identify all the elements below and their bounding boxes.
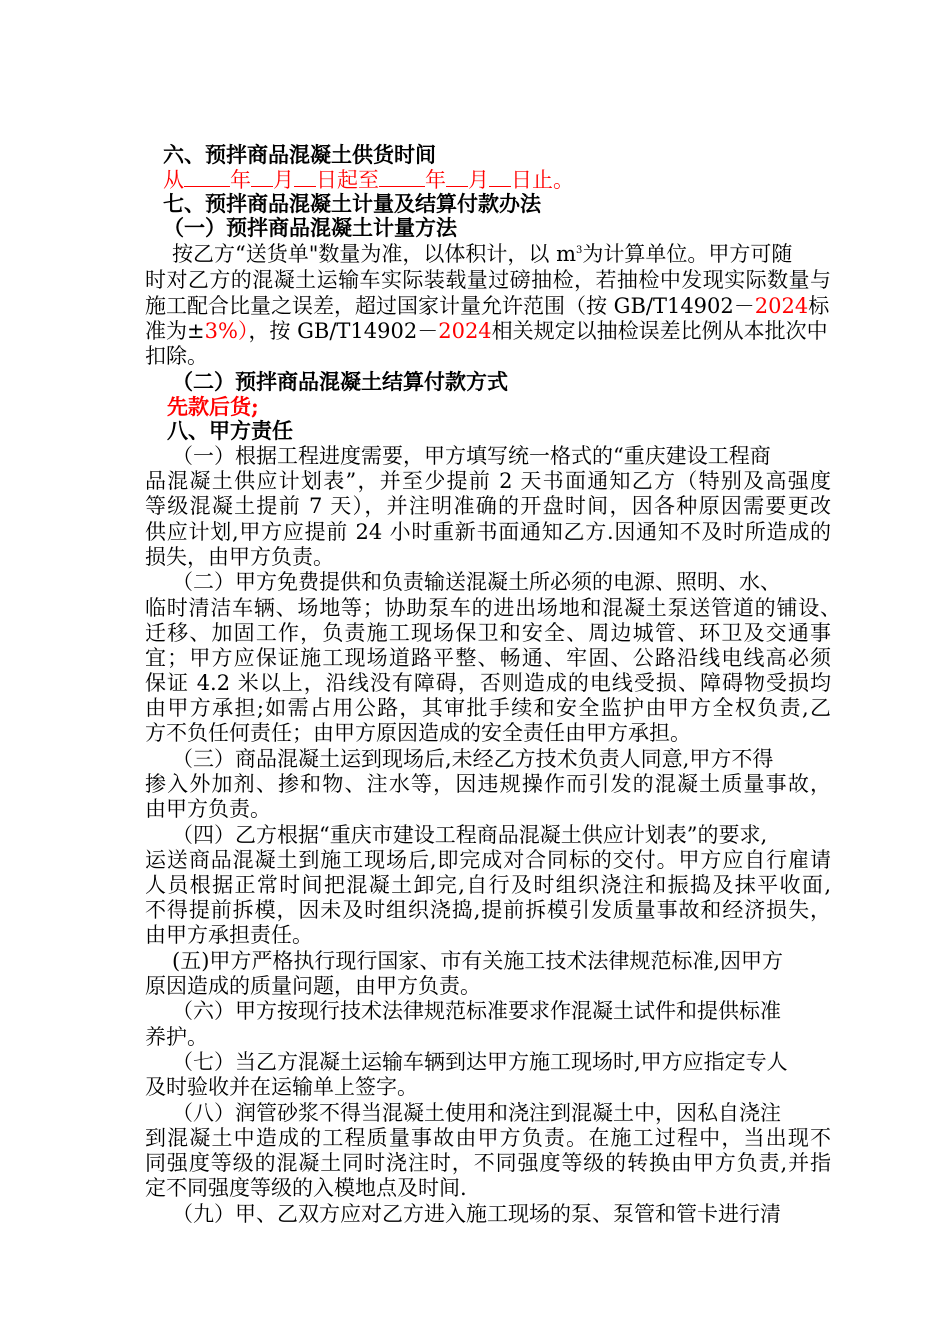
paragraph-8-5-line: 原因造成的质量问题，由甲方负责。 (145, 974, 481, 998)
paragraph-8-1-line: （一）根据工程进度需要，甲方填写统一格式的“重庆建设工程商 (172, 444, 771, 468)
measurement-line-4: 准为±3%），按 GB/T14902－2024相关规定以抽检误差比例从本批次中 (145, 319, 828, 343)
year-blank-1[interactable] (184, 168, 230, 187)
paragraph-8-1-line: 供应计划,甲方应提前 24 小时重新书面通知乙方.因通知不及时所造成的 (145, 520, 831, 544)
paragraph-8-3-line: 掺入外加剂、掺和物、注水等，因违规操作而引发的混凝土质量事故， (145, 772, 831, 796)
paragraph-8-8-line: 到混凝土中造成的工程质量事故由甲方负责。在施工过程中，当出现不 (145, 1126, 831, 1150)
paragraph-8-2-line: 临时清洁车辆、场地等；协助泵车的进出场地和混凝土泵送管道的铺设、 (145, 596, 841, 620)
paragraph-8-3-line: 由甲方负责。 (145, 797, 271, 821)
measurement-line-1: 按乙方“送货单"数量为准，以体积计，以 $m^3$为计算单位。甲方可随 (172, 242, 793, 266)
paragraph-8-2-line: 迁移、加固工作，负责施工现场保卫和安全、周边城管、环卫及交通事 (145, 621, 831, 645)
paragraph-8-5-line: (五)甲方严格执行现行国家、市有关施工技术法律规范标准,因甲方 (172, 949, 784, 973)
measurement-line-3: 施工配合比量之误差，超过国家计量允许范围（按 GB/T14902－2024标 (145, 294, 830, 318)
paragraph-8-1-line: 损失，由甲方负责。 (145, 545, 334, 569)
paragraph-8-6-line: 养护。 (145, 1025, 208, 1049)
paragraph-8-2-line: 保证 4.2 米以上，沿线没有障碍，否则造成的电线受损、障碍物受损均 (145, 671, 831, 695)
paragraph-8-7-line: （七）当乙方混凝土运输车辆到达甲方施工现场时,甲方应指定专人 (172, 1050, 788, 1074)
day-blank-2[interactable] (489, 168, 511, 187)
measurement-line-2: 时对乙方的混凝土运输车实际装载量过磅抽检，若抽检中发现实际数量与 (145, 268, 831, 292)
paragraph-8-6-line: （六）甲方按现行技术法律规范标准要求作混凝土试件和提供标准 (172, 999, 781, 1023)
paragraph-8-4-line: 运送商品混凝土到施工现场后,即完成对合同标的交付。甲方应自行雇请 (145, 848, 831, 872)
month-blank-2[interactable] (446, 168, 468, 187)
subsection-7-1-heading: （一）预拌商品混凝土计量方法 (163, 215, 457, 240)
paragraph-8-8-line: 定不同强度等级的入模地点及时间. (145, 1176, 467, 1200)
year-blank-2[interactable] (379, 168, 425, 187)
subsection-7-2-heading: （二）预拌商品混凝土结算付款方式 (172, 369, 508, 394)
paragraph-8-2-line: 宜；甲方应保证施工现场道路平整、畅通、牢固、公路沿线电线高必须 (145, 646, 831, 670)
paragraph-8-2-line: 方不负任何责任；由甲方原因造成的安全责任由甲方承担。 (145, 721, 691, 745)
section-8-heading: 八、甲方责任 (167, 418, 293, 443)
paragraph-8-3-line: （三）商品混凝土运到现场后,未经乙方技术负责人同意,甲方不得 (172, 747, 774, 771)
payment-method: 先款后货; (167, 394, 259, 419)
section-6-heading: 六、预拌商品混凝土供货时间 (163, 142, 436, 167)
paragraph-8-1-line: 等级混凝土提前 7 天），并注明准确的开盘时间，因各种原因需要更改 (145, 494, 831, 518)
paragraph-8-2-line: 由甲方承担;如需占用公路，其审批手续和安全监护由甲方全权负责,乙 (145, 696, 831, 720)
supply-period-line: 从 年 月 日起至 年 月 日止。 (163, 168, 574, 192)
paragraph-8-4-line: 不得提前拆模，因未及时组织浇捣,提前拆模引发质量事故和经济损失， (145, 898, 831, 922)
paragraph-8-8-line: 同强度等级的混凝土同时浇注时，不同强度等级的转换由甲方负责,并指 (145, 1151, 831, 1175)
measurement-line-5: 扣除。 (145, 344, 208, 368)
paragraph-8-4-line: 由甲方承担责任。 (145, 923, 313, 947)
paragraph-8-1-line: 品混凝土供应计划表”，并至少提前 2 天书面通知乙方（特别及高强度 (145, 469, 831, 493)
paragraph-8-2-line: （二）甲方免费提供和负责输送混凝土所必须的电源、照明、水、 (172, 570, 781, 594)
paragraph-8-4-line: 人员根据正常时间把混凝土卸完,自行及时组织浇注和振捣及抹平收面, (145, 873, 831, 897)
section-7-heading: 七、预拌商品混凝土计量及结算付款办法 (163, 191, 541, 216)
paragraph-8-9-line: （九）甲、乙双方应对乙方进入施工现场的泵、泵管和管卡进行清 (172, 1202, 781, 1226)
day-blank-1[interactable] (294, 168, 316, 187)
month-blank-1[interactable] (251, 168, 273, 187)
paragraph-8-7-line: 及时验收并在运输单上签字。 (145, 1075, 418, 1099)
paragraph-8-4-line: （四）乙方根据“重庆市建设工程商品混凝土供应计划表”的要求, (172, 823, 768, 847)
paragraph-8-8-line: （八）润管砂浆不得当混凝土使用和浇注到混凝土中，因私自浇注 (172, 1101, 781, 1125)
